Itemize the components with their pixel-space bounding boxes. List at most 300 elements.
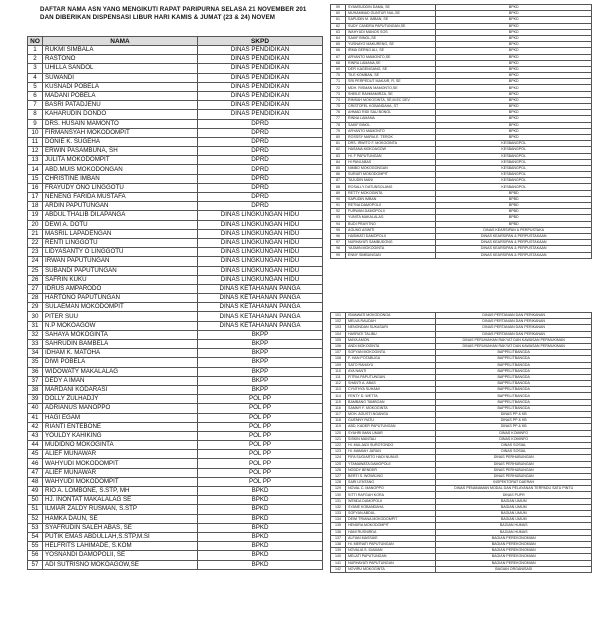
row-name: CHRISTINE IMBAN bbox=[43, 174, 198, 183]
row-number: 4 bbox=[28, 73, 43, 82]
table-row bbox=[28, 110, 323, 119]
row-name: WAHYUDI MANOS SOS bbox=[346, 29, 436, 35]
row-name: RINNA LAMANA bbox=[346, 116, 436, 122]
row-name: HI. MAMIAH JARAN bbox=[346, 449, 436, 455]
row-skpd: DINAS LINGKUNGAN HIDU bbox=[198, 220, 323, 229]
row-name: SHANTI A. ABAS bbox=[346, 381, 436, 387]
row-skpd: BAPPELITBANGDA bbox=[436, 393, 592, 399]
row-number: 46 bbox=[28, 459, 43, 468]
row-number: 86 bbox=[331, 172, 346, 178]
row-number: 101 bbox=[331, 313, 346, 319]
row-skpd: BPKD bbox=[436, 42, 592, 48]
row-name: RETTY MOKOGINTA bbox=[346, 190, 436, 196]
row-name: ABD.MUIS MOKODONGAN bbox=[43, 165, 198, 174]
row-name: RASTONO bbox=[43, 55, 198, 64]
row-number: 70 bbox=[331, 73, 346, 79]
row-number: 41 bbox=[28, 413, 43, 422]
row-name: DEWI TRIANA MOKODOMPIT bbox=[346, 517, 436, 523]
row-skpd: BAPPELITBANGDA bbox=[436, 356, 592, 362]
row-number: 17 bbox=[28, 193, 43, 202]
row-name: SYANE KOBANDAHA bbox=[346, 504, 436, 510]
row-number: 82 bbox=[331, 147, 346, 153]
row-name: PUTIK EMAS ABDULLAH,S.STP,M.SI bbox=[43, 532, 198, 541]
row-number: 81 bbox=[331, 141, 346, 147]
row-skpd: KESBANGPOL bbox=[436, 147, 592, 153]
row-number: 105 bbox=[331, 337, 346, 343]
row-skpd: KESBANGPOL bbox=[436, 153, 592, 159]
row-skpd: BAGIAN PEREKONOMIAN bbox=[436, 541, 592, 547]
row-name: N.P MOKOAGOW bbox=[43, 321, 198, 330]
row-number: 125 bbox=[331, 461, 346, 467]
row-name: ENNY SIMBUNGAN bbox=[346, 252, 436, 258]
table-row bbox=[28, 303, 323, 312]
title-line-1: DAFTAR NAMA ASN YANG MENGIKUTI RAPAT PARIPURNA SELASA 21 NOVEMBER 201 bbox=[40, 6, 307, 13]
row-skpd: INSPEKTORAT DAERAH bbox=[436, 480, 592, 486]
row-skpd: BPKD bbox=[436, 60, 592, 66]
row-name: GUENNY RATU bbox=[346, 418, 436, 424]
row-skpd: POL PP bbox=[198, 477, 323, 486]
row-skpd: BPKD bbox=[198, 496, 323, 505]
row-name: SAPUDIN M. IMBAN, SE bbox=[346, 17, 436, 23]
table-row bbox=[331, 486, 592, 492]
table-header-row bbox=[28, 37, 323, 46]
row-name: SARI LENTANG bbox=[346, 480, 436, 486]
table-row bbox=[28, 358, 323, 367]
row-name: FIRMANSYAH MOKODOMPIT bbox=[43, 128, 198, 137]
row-number: 18 bbox=[28, 202, 43, 211]
table-row bbox=[28, 477, 323, 486]
row-name: MASRIL LAPADENGAN bbox=[43, 229, 198, 238]
table-row bbox=[28, 46, 323, 55]
table-row bbox=[28, 202, 323, 211]
row-number: 8 bbox=[28, 110, 43, 119]
row-number: 57 bbox=[28, 560, 43, 569]
row-number: 109 bbox=[331, 362, 346, 368]
row-number: 34 bbox=[28, 349, 43, 358]
row-skpd: BPKD bbox=[436, 17, 592, 23]
row-name: YASMIN MOKOGINTA bbox=[346, 246, 436, 252]
row-number: 55 bbox=[28, 542, 43, 551]
row-name: BUDI PRAYITNO bbox=[346, 221, 436, 227]
row-name: WENDA DAMOPOLII bbox=[346, 498, 436, 504]
row-name: SULAEMAN MOKODOMPIT bbox=[43, 303, 198, 312]
row-number: 12 bbox=[28, 147, 43, 156]
row-number: 92 bbox=[331, 209, 346, 215]
row-number: 69 bbox=[331, 66, 346, 72]
table-row bbox=[28, 119, 323, 128]
row-number: 91 bbox=[331, 203, 346, 209]
row-number: 61 bbox=[331, 17, 346, 23]
row-number: 21 bbox=[28, 229, 43, 238]
row-name: SAHRUDIN BAMBELA bbox=[43, 340, 198, 349]
row-number: 5 bbox=[28, 82, 43, 91]
row-number: 22 bbox=[28, 238, 43, 247]
row-skpd: BPKD bbox=[436, 110, 592, 116]
row-name: HI. MULJADI SUROTONDO bbox=[346, 442, 436, 448]
row-skpd: BAPPELITBANGDA bbox=[436, 368, 592, 374]
row-skpd: DINAS PERHUBUNGAN bbox=[436, 473, 592, 479]
row-skpd: BPBD bbox=[436, 196, 592, 202]
row-number: 140 bbox=[331, 554, 346, 560]
row-name: FENTY D. WETTA bbox=[346, 393, 436, 399]
document-title bbox=[40, 6, 320, 22]
row-name: ALFIAN MASSAIE bbox=[346, 535, 436, 541]
row-skpd: DINAS PP & KB bbox=[436, 424, 592, 430]
row-number: 97 bbox=[331, 240, 346, 246]
row-skpd: BPKD bbox=[436, 35, 592, 41]
row-skpd: DINAS KOMINFO bbox=[436, 430, 592, 436]
row-skpd: BPKD bbox=[198, 514, 323, 523]
row-skpd: DINAS PERUMAHAN RAKYAT DAN KAWASAN PERMUKIMAN bbox=[436, 337, 592, 343]
row-number: 11 bbox=[28, 137, 43, 146]
table-row bbox=[28, 147, 323, 156]
row-skpd: DINAS KEARSIPAN & PERPUSTAKAAN bbox=[436, 233, 592, 239]
row-skpd: DINAS LINGKUNGAN HIDU bbox=[198, 229, 323, 238]
row-number: 10 bbox=[28, 128, 43, 137]
row-number: 27 bbox=[28, 284, 43, 293]
row-skpd: DPRD bbox=[198, 128, 323, 137]
table-row bbox=[28, 413, 323, 422]
row-skpd: DINAS LINGKUNGAN HIDU bbox=[198, 275, 323, 284]
row-skpd: DPRD bbox=[198, 156, 323, 165]
row-name: SAHAYA MOKOGINTA bbox=[43, 330, 198, 339]
row-name: YTAMAWATA DAMOPOLII bbox=[346, 461, 436, 467]
row-name: NURHAYATI PAPUTUNGAN bbox=[346, 560, 436, 566]
row-skpd: BAGIAN PEREKONOMIAN bbox=[436, 560, 592, 566]
row-skpd: POL PP bbox=[198, 450, 323, 459]
row-skpd: BAGIAN UMUM bbox=[436, 498, 592, 504]
row-number: 134 bbox=[331, 517, 346, 523]
row-number: 123 bbox=[331, 449, 346, 455]
row-number: 103 bbox=[331, 325, 346, 331]
row-number: 38 bbox=[28, 385, 43, 394]
header-no: NO bbox=[28, 37, 43, 46]
table-row bbox=[331, 252, 592, 258]
table-row bbox=[28, 73, 323, 82]
row-number: 25 bbox=[28, 266, 43, 275]
table-row bbox=[28, 174, 323, 183]
row-number: 20 bbox=[28, 220, 43, 229]
table-row bbox=[28, 82, 323, 91]
row-skpd: POL PP bbox=[198, 413, 323, 422]
table-row bbox=[28, 385, 323, 394]
row-skpd: DINAS SOSIAL bbox=[436, 442, 592, 448]
row-skpd: BPKD bbox=[436, 54, 592, 60]
row-skpd: BPKD bbox=[436, 128, 592, 134]
row-number: 47 bbox=[28, 468, 43, 477]
table-row bbox=[28, 450, 323, 459]
row-skpd: DINAS PENDIDIKAN bbox=[198, 64, 323, 73]
row-name: HENDRA MOKODOMPIT bbox=[346, 523, 436, 529]
row-name: IRWAN PAPUTUNGAN bbox=[43, 257, 198, 266]
row-name: SAKIF BINOL bbox=[346, 122, 436, 128]
title-line-2: DAN DIBERIKAN DISPENSASI LIBUR HARI KAMIS & JUMAT (23 & 24) NOVEM bbox=[40, 14, 275, 21]
row-skpd: BPKD bbox=[198, 551, 323, 560]
table-row bbox=[28, 312, 323, 321]
row-name: AGUNG ASWITI bbox=[346, 227, 436, 233]
row-skpd: DINAS PERHUBUNGAN bbox=[436, 455, 592, 461]
row-skpd: KESBANGPOL bbox=[436, 178, 592, 184]
row-skpd: DINAS PENDIDIKAN bbox=[198, 82, 323, 91]
row-number: 98 bbox=[331, 246, 346, 252]
header-skpd: SKPD bbox=[198, 37, 323, 46]
row-skpd: DPRD bbox=[198, 165, 323, 174]
row-skpd: KESBANGPOL bbox=[436, 165, 592, 171]
table-row bbox=[28, 330, 323, 339]
row-skpd: BPBD bbox=[436, 221, 592, 227]
row-name: RINRA LAMANA,SE bbox=[346, 60, 436, 66]
row-skpd: DPRD bbox=[198, 202, 323, 211]
table-row bbox=[28, 128, 323, 137]
asn-list-table-top-right bbox=[330, 4, 592, 259]
table-row bbox=[28, 183, 323, 192]
row-skpd: BPKD bbox=[436, 116, 592, 122]
row-number: 39 bbox=[28, 395, 43, 404]
row-name: CRISTOFEL KOBANDAHA, ST bbox=[346, 104, 436, 110]
row-name: ROSALLY DATUNSOLANG bbox=[346, 184, 436, 190]
row-name: YUNITA MAKALALAG bbox=[346, 215, 436, 221]
row-name: NODDY BENDER bbox=[346, 467, 436, 473]
row-skpd: DPRD bbox=[198, 147, 323, 156]
row-number: 13 bbox=[28, 156, 43, 165]
row-skpd: BAPPELITBANGDA bbox=[436, 374, 592, 380]
row-name: RENTI LINGGOTU bbox=[43, 238, 198, 247]
row-number: 7 bbox=[28, 101, 43, 110]
row-number: 106 bbox=[331, 343, 346, 349]
row-skpd: DINAS KEARSIPAN & PERPUSTAKAAN bbox=[436, 240, 592, 246]
row-skpd: DINAS PERHUBUNGAN bbox=[436, 467, 592, 473]
row-number: 89 bbox=[331, 190, 346, 196]
table-row bbox=[28, 229, 323, 238]
row-skpd: DINAS LINGKUNGAN HIDU bbox=[198, 257, 323, 266]
row-number: 129 bbox=[331, 486, 346, 492]
row-number: 108 bbox=[331, 356, 346, 362]
row-name: MELVA RAUDAH bbox=[346, 319, 436, 325]
row-skpd: DINAS PENDIDIKAN bbox=[198, 55, 323, 64]
row-skpd: BPKD bbox=[436, 134, 592, 140]
row-number: 72 bbox=[331, 85, 346, 91]
row-skpd: DINAS KOMINFO bbox=[436, 436, 592, 442]
row-skpd: BPKD bbox=[436, 23, 592, 29]
row-name: ERWIN PASAMBUNA, SH bbox=[43, 147, 198, 156]
row-name: SAMMY F. MOKOGINTA bbox=[346, 405, 436, 411]
table-row bbox=[28, 422, 323, 431]
row-number: 112 bbox=[331, 381, 346, 387]
row-name: HJ. INONTAT MAKALALAG SE bbox=[43, 496, 198, 505]
row-skpd: BPKD bbox=[198, 560, 323, 569]
row-number: 37 bbox=[28, 376, 43, 385]
row-name: RUKMI SIMBALA bbox=[43, 46, 198, 55]
row-skpd: BAPPELITBANGDA bbox=[436, 362, 592, 368]
row-name: DRS. HUSAIN MAMONTO bbox=[43, 119, 198, 128]
row-number: 127 bbox=[331, 473, 346, 479]
row-name: TAJUDIN MANI bbox=[346, 178, 436, 184]
row-number: 40 bbox=[28, 404, 43, 413]
table-row bbox=[28, 404, 323, 413]
row-number: 48 bbox=[28, 477, 43, 486]
row-number: 121 bbox=[331, 436, 346, 442]
row-number: 49 bbox=[28, 487, 43, 496]
row-number: 90 bbox=[331, 196, 346, 202]
row-name: SYAFRUDIN SALEH ABAS, SE bbox=[43, 523, 198, 532]
row-skpd: BAGIAN PEREKONOMIAN bbox=[436, 554, 592, 560]
row-name: SUDY CANDRA PAPUTUNGAN,SE bbox=[346, 23, 436, 29]
row-number: 1 bbox=[28, 46, 43, 55]
row-number: 128 bbox=[331, 480, 346, 486]
row-number: 126 bbox=[331, 467, 346, 473]
row-number: 102 bbox=[331, 319, 346, 325]
row-skpd: BPKD bbox=[436, 97, 592, 103]
row-number: 59 bbox=[331, 5, 346, 11]
row-number: 116 bbox=[331, 405, 346, 411]
row-number: 130 bbox=[331, 492, 346, 498]
table-row bbox=[28, 156, 323, 165]
row-number: 124 bbox=[331, 455, 346, 461]
row-number: 133 bbox=[331, 511, 346, 517]
row-number: 139 bbox=[331, 548, 346, 554]
row-name: SHEILE RAHMAMIRZA, SE bbox=[346, 91, 436, 97]
row-skpd: BPBD bbox=[436, 215, 592, 221]
row-name: SOFYAN MOKOGINTA bbox=[346, 350, 436, 356]
row-skpd: BAGIAN UMUM bbox=[436, 511, 592, 517]
table-row bbox=[28, 284, 323, 293]
row-skpd: BAGIAN PEREKONOMIAN bbox=[436, 535, 592, 541]
row-name: WIDOWATY MAKALALAG bbox=[43, 367, 198, 376]
table-row bbox=[28, 542, 323, 551]
row-skpd: BAGIAN HUMAS bbox=[436, 523, 592, 529]
row-name: HI. F PAPUTUNGAN bbox=[346, 153, 436, 159]
row-skpd: DINAS KEARSIPAN & PERPUSTAKAAN bbox=[436, 252, 592, 258]
row-skpd: BPBD bbox=[436, 209, 592, 215]
row-skpd: DINAS PP & KB bbox=[436, 418, 592, 424]
row-number: 24 bbox=[28, 257, 43, 266]
row-number: 77 bbox=[331, 116, 346, 122]
row-name: MDH. RISMAN MAMONTO,SE bbox=[346, 85, 436, 91]
row-skpd: BKPP bbox=[198, 330, 323, 339]
row-number: 80 bbox=[331, 134, 346, 140]
row-number: 3 bbox=[28, 64, 43, 73]
row-number: 42 bbox=[28, 422, 43, 431]
row-name: ROSSSY MARIA E. TEROK bbox=[346, 134, 436, 140]
row-name: NENONDAN SUKASARI bbox=[346, 325, 436, 331]
row-name: ABDUL THALIB DILAPANGA bbox=[43, 211, 198, 220]
row-number: 44 bbox=[28, 441, 43, 450]
row-number: 23 bbox=[28, 248, 43, 257]
table-row bbox=[28, 349, 323, 358]
row-skpd: DINAS PERUMAHAN RAKYAT DAN KAWASAN PERMUKIMAN bbox=[436, 343, 592, 349]
row-name: ADRIANUS MANOPPO bbox=[43, 404, 198, 413]
row-name: DOLLY ZULHADJY bbox=[43, 395, 198, 404]
row-number: 32 bbox=[28, 330, 43, 339]
row-name: MUHAMMAD GUNTUR NUL,SE bbox=[346, 11, 436, 17]
row-name: RETNA DAMOPOLII bbox=[346, 203, 436, 209]
row-skpd: POL PP bbox=[198, 459, 323, 468]
row-number: 132 bbox=[331, 504, 346, 510]
row-number: 95 bbox=[331, 227, 346, 233]
row-name: F. HAN POTABUGA bbox=[346, 356, 436, 362]
row-number: 43 bbox=[28, 431, 43, 440]
row-name: YOSNANDI DAMOPOLII, SE bbox=[43, 551, 198, 560]
row-number: 141 bbox=[331, 560, 346, 566]
row-name: HAGI EGAM bbox=[43, 413, 198, 422]
row-skpd: BPKD bbox=[436, 5, 592, 11]
row-skpd: DPRD bbox=[198, 137, 323, 146]
row-skpd: DINAS LINGKUNGAN HIDU bbox=[198, 248, 323, 257]
row-name: HI PANI ABAS bbox=[346, 159, 436, 165]
row-number: 78 bbox=[331, 122, 346, 128]
row-skpd: BPKD bbox=[436, 48, 592, 54]
row-skpd: DINAS KETAHANAN PANGA bbox=[198, 312, 323, 321]
row-number: 110 bbox=[331, 368, 346, 374]
row-name: NOVIRU MOKOGINTA bbox=[346, 566, 436, 572]
row-name: SUBANDI PAPUTUNGAN bbox=[43, 266, 198, 275]
row-number: 67 bbox=[331, 54, 346, 60]
table-row bbox=[28, 266, 323, 275]
table-row bbox=[28, 376, 323, 385]
row-number: 9 bbox=[28, 119, 43, 128]
row-name: ARYANTO MAMONTO bbox=[346, 128, 436, 134]
row-skpd: DPRD bbox=[198, 193, 323, 202]
row-number: 6 bbox=[28, 91, 43, 100]
row-number: 50 bbox=[28, 496, 43, 505]
table-row bbox=[28, 514, 323, 523]
row-name: SOFYAN ABDUL bbox=[346, 511, 436, 517]
row-number: 84 bbox=[331, 159, 346, 165]
row-skpd: DINAS PERTANIAN DAN PERIKANAN bbox=[436, 319, 592, 325]
row-name: SAFRIN KUKU bbox=[43, 275, 198, 284]
row-skpd: BAPPELITBANGDA bbox=[436, 350, 592, 356]
row-skpd: POL PP bbox=[198, 395, 323, 404]
row-number: 63 bbox=[331, 29, 346, 35]
row-skpd: BPBD bbox=[436, 190, 592, 196]
row-number: 31 bbox=[28, 321, 43, 330]
row-skpd: POL PP bbox=[198, 431, 323, 440]
row-name: RIMSAH MOKOGINTA, SE,M,EC DEV bbox=[346, 97, 436, 103]
row-skpd: DINAS PENDIDIKAN bbox=[198, 46, 323, 55]
row-number: 135 bbox=[331, 523, 346, 529]
row-skpd: BAPPELITBANGDA bbox=[436, 405, 592, 411]
row-name: SURIATI MOKODOMPIT bbox=[346, 172, 436, 178]
row-skpd: BAGIAN HUMAS bbox=[436, 529, 592, 535]
row-name: KUSNADI POBELA bbox=[43, 82, 198, 91]
row-name: RIO A. LOMBONE, S.STP, MH bbox=[43, 487, 198, 496]
table-row bbox=[28, 551, 323, 560]
row-name: MOH. AGUSTI NGANGU bbox=[346, 412, 436, 418]
row-skpd: BPKD bbox=[198, 542, 323, 551]
row-number: 115 bbox=[331, 399, 346, 405]
row-number: 114 bbox=[331, 393, 346, 399]
table-row bbox=[28, 321, 323, 330]
row-name: WAHYUDI MOKODOMPIT bbox=[43, 459, 198, 468]
row-number: 62 bbox=[331, 23, 346, 29]
row-skpd: KESBANGPOL bbox=[436, 141, 592, 147]
row-skpd: DINAS PERHUBUNGAN bbox=[436, 461, 592, 467]
row-name: SAKIF BINOL,SE bbox=[346, 35, 436, 41]
row-skpd: BPKD bbox=[436, 104, 592, 110]
row-number: 56 bbox=[28, 551, 43, 560]
row-skpd: BPKD bbox=[436, 66, 592, 72]
table-row bbox=[28, 294, 323, 303]
row-skpd: BPKD bbox=[436, 122, 592, 128]
row-name: FIFA SUGIARTO HADI NUNUS bbox=[346, 455, 436, 461]
row-skpd: BPKD bbox=[436, 11, 592, 17]
row-name: IRMA GERNG ALI, SE bbox=[346, 48, 436, 54]
row-name: FRAYUDY ONO LINGGOTU bbox=[43, 183, 198, 192]
row-name: MARDANI KODARASI bbox=[43, 385, 198, 394]
row-skpd: DINAS PENDIDIKAN bbox=[198, 110, 323, 119]
row-skpd: BAGIAN UMUM bbox=[436, 517, 592, 523]
row-number: 120 bbox=[331, 430, 346, 436]
